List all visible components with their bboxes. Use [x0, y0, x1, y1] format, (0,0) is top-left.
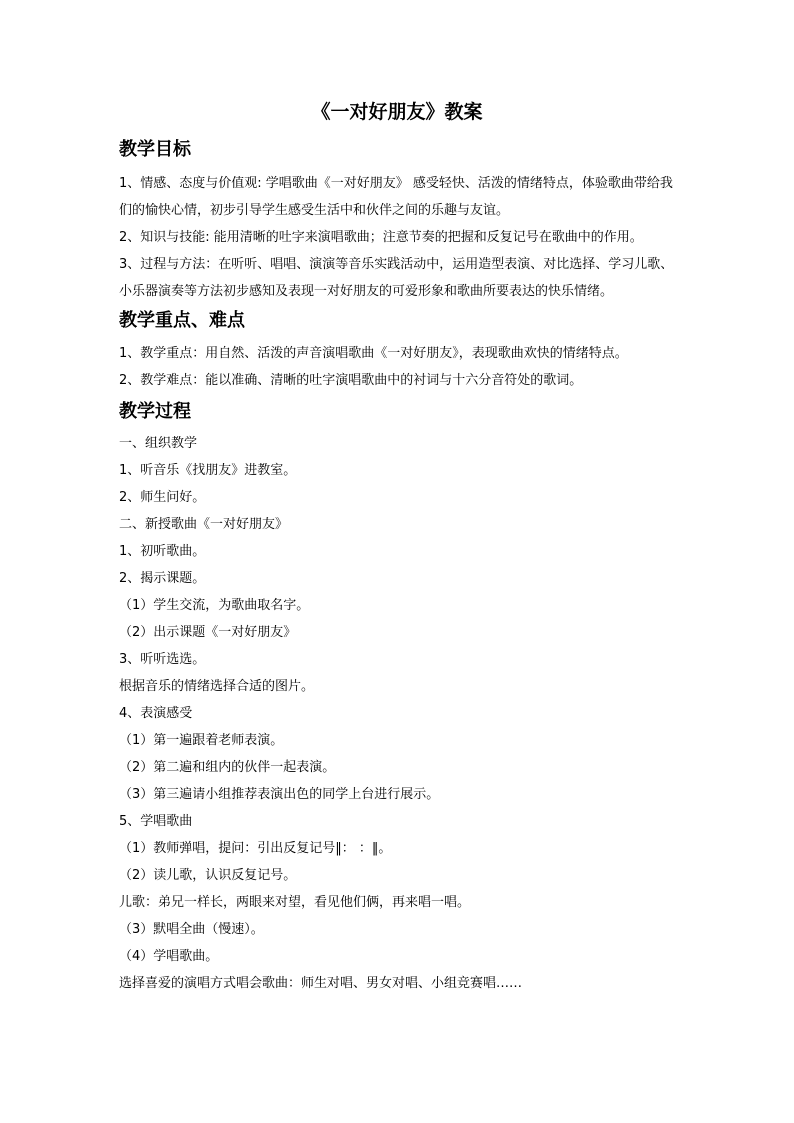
document-title: 《一对好朋友》教案 — [311, 101, 483, 123]
process-paragraph: 1、初听歌曲。 — [119, 544, 206, 559]
process-paragraph: 2、师生问好。 — [119, 490, 206, 505]
process-paragraph: 根据音乐的情绪选择合适的图片。 — [119, 679, 315, 694]
process-paragraph: 儿歌：弟兄一样长，两眼来对望，看见他们俩，再来唱一唱。 — [119, 895, 471, 910]
process-paragraph: （3）默唱全曲（慢速）。 — [119, 922, 264, 937]
key-point-paragraph: 1、教学重点：用自然、活泼的声音演唱歌曲《一对好朋友》，表现歌曲欢快的情绪特点。 — [119, 346, 628, 361]
process-paragraph: 1、听音乐《找朋友》进教室。 — [119, 463, 297, 478]
section-heading-process: 教学过程 — [119, 401, 191, 422]
process-paragraph: 二、新授歌曲《一对好朋友》 — [119, 517, 289, 532]
process-paragraph: 3、听听选选。 — [119, 652, 206, 667]
section-heading-objectives: 教学目标 — [119, 139, 191, 160]
objective-paragraph: 3、过程与方法：在听听、唱唱、演演等音乐实践活动中，运用造型表演、对比选择、学习儿歌、小乐器演奏等方法初步感知及表现一对好朋友的可爱形象和歌曲所要表达的快乐情绪。 — [119, 257, 674, 299]
process-paragraph: （1）教师弹唱，提问：引出反复记号‖： ：‖。 — [119, 841, 392, 856]
process-paragraph: （1）第一遍跟着老师表演。 — [119, 733, 284, 748]
process-paragraph: （3）第三遍请小组推荐表演出色的同学上台进行展示。 — [119, 787, 440, 802]
process-paragraph: 2、揭示课题。 — [119, 571, 206, 586]
process-paragraph: 一、组织教学 — [119, 436, 198, 451]
process-paragraph: 5、学唱歌曲 — [119, 814, 193, 829]
process-paragraph: （1）学生交流，为歌曲取名字。 — [119, 598, 310, 613]
document-body — [119, 136, 679, 997]
process-paragraph: 选择喜爱的演唱方式唱会歌曲：师生对唱、男女对唱、小组竞赛唱…… — [119, 976, 523, 991]
objective-paragraph: 1、情感、态度与价值观: 学唱歌曲《一对好朋友》 感受轻快、活泼的情绪特点，体验歌曲带给我们的愉快心情，初步引导学生感受生活中和伙伴之间的乐趣与友谊。 — [119, 176, 673, 218]
key-point-paragraph: 2、教学难点：能以准确、清晰的吐字演唱歌曲中的衬词与十六分音符处的歌词。 — [119, 373, 583, 388]
process-paragraph: 4、表演感受 — [119, 706, 193, 721]
process-paragraph: （4）学唱歌曲。 — [119, 949, 219, 964]
process-paragraph: （2）读儿歌，认识反复记号。 — [119, 868, 297, 883]
objective-paragraph: 2、知识与技能: 能用清晰的吐字来演唱歌曲；注意节奏的把握和反复记号在歌曲中的作用。 — [119, 230, 643, 245]
process-paragraph: （2）出示课题《一对好朋友》 — [119, 625, 297, 640]
section-heading-key-points: 教学重点、难点 — [119, 310, 245, 331]
process-paragraph: （2）第二遍和组内的伙伴一起表演。 — [119, 760, 336, 775]
